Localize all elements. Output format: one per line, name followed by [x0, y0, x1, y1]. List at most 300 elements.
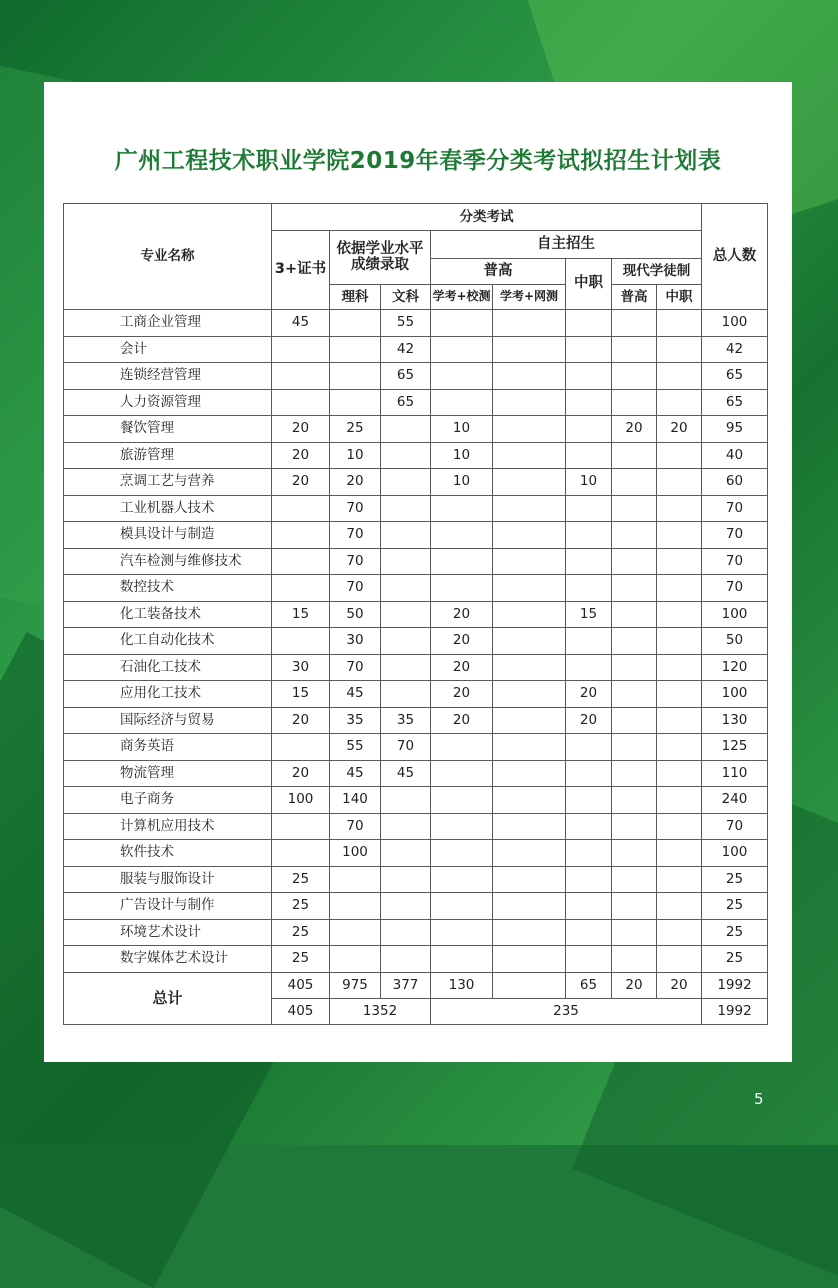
quota-cell: 20: [431, 707, 493, 734]
quota-cell: 25: [272, 919, 330, 946]
quota-cell: [431, 389, 493, 416]
quota-cell: [381, 522, 431, 549]
document-panel: [44, 82, 792, 1062]
quota-cell: 50: [330, 601, 381, 628]
table-row: [64, 601, 768, 628]
table-row: [64, 628, 768, 655]
row-total-cell: 60: [702, 469, 768, 496]
header-xk-xc: 学考+校测: [431, 285, 493, 310]
row-total-cell: 100: [702, 310, 768, 337]
quota-cell: [612, 681, 657, 708]
table-row: [64, 469, 768, 496]
header-category-exam: 分类考试: [272, 204, 702, 231]
quota-cell: [381, 813, 431, 840]
major-name-cell: 服装与服饰设计: [64, 866, 272, 893]
table-row: [64, 363, 768, 390]
row-total-cell: 120: [702, 654, 768, 681]
quota-cell: [431, 336, 493, 363]
quota-cell: [612, 946, 657, 973]
quota-cell: [657, 707, 702, 734]
quota-cell: [657, 893, 702, 920]
major-name-cell: 商务英语: [64, 734, 272, 761]
quota-cell: [612, 866, 657, 893]
table-row: [64, 893, 768, 920]
quota-cell: [493, 469, 566, 496]
quota-cell: [493, 919, 566, 946]
quota-cell: 35: [330, 707, 381, 734]
table-row: [64, 442, 768, 469]
header-zhongzhi: 中职: [566, 259, 612, 310]
major-name-cell: 旅游管理: [64, 442, 272, 469]
quota-cell: 100: [330, 840, 381, 867]
quota-cell: [566, 919, 612, 946]
quota-cell: [657, 336, 702, 363]
header-xd-pg: 普高: [612, 285, 657, 310]
quota-cell: [612, 336, 657, 363]
quota-cell: [493, 893, 566, 920]
quota-cell: 15: [272, 601, 330, 628]
quota-cell: [381, 681, 431, 708]
quota-cell: [381, 840, 431, 867]
table-row: [64, 813, 768, 840]
table-row: [64, 946, 768, 973]
quota-cell: [612, 654, 657, 681]
quota-cell: [431, 548, 493, 575]
table-row: [64, 548, 768, 575]
quota-cell: [431, 919, 493, 946]
table-row: [64, 495, 768, 522]
major-name-cell: 工业机器人技术: [64, 495, 272, 522]
quota-cell: [612, 522, 657, 549]
header-zizhu: 自主招生: [431, 231, 702, 259]
quota-cell: [493, 575, 566, 602]
quota-cell: [566, 336, 612, 363]
quota-cell: [612, 310, 657, 337]
table-row: [64, 787, 768, 814]
total-cell: 20: [612, 972, 657, 998]
quota-cell: [657, 681, 702, 708]
quota-cell: [330, 336, 381, 363]
quota-cell: [330, 866, 381, 893]
quota-cell: [381, 469, 431, 496]
quota-cell: [381, 919, 431, 946]
quota-cell: [612, 469, 657, 496]
quota-cell: [493, 416, 566, 443]
table-row: [64, 707, 768, 734]
quota-cell: [493, 363, 566, 390]
header-like: 理科: [330, 285, 381, 310]
quota-cell: 25: [272, 946, 330, 973]
quota-cell: [493, 681, 566, 708]
quota-cell: 15: [272, 681, 330, 708]
quota-cell: [381, 548, 431, 575]
row-total-cell: 42: [702, 336, 768, 363]
quota-cell: [657, 628, 702, 655]
major-name-cell: 电子商务: [64, 787, 272, 814]
table-row: [64, 866, 768, 893]
table-row: [64, 416, 768, 443]
quota-cell: [381, 654, 431, 681]
quota-cell: [566, 575, 612, 602]
table-row: [64, 310, 768, 337]
quota-cell: [657, 946, 702, 973]
quota-cell: [566, 787, 612, 814]
quota-cell: [566, 389, 612, 416]
quota-cell: [657, 813, 702, 840]
quota-cell: [330, 893, 381, 920]
quota-cell: [493, 495, 566, 522]
header-wenke: 文科: [381, 285, 431, 310]
quota-cell: 55: [330, 734, 381, 761]
quota-cell: [493, 866, 566, 893]
quota-cell: 45: [381, 760, 431, 787]
total-cell: 975: [330, 972, 381, 998]
quota-cell: [566, 946, 612, 973]
table-row: [64, 760, 768, 787]
quota-cell: [272, 840, 330, 867]
quota-cell: [612, 495, 657, 522]
quota-cell: 25: [272, 893, 330, 920]
quota-cell: [431, 787, 493, 814]
total-cell: 20: [657, 972, 702, 998]
quota-cell: 20: [272, 707, 330, 734]
quota-cell: [493, 548, 566, 575]
row-total-cell: 65: [702, 363, 768, 390]
major-name-cell: 人力资源管理: [64, 389, 272, 416]
quota-cell: [493, 787, 566, 814]
quota-cell: [566, 416, 612, 443]
quota-cell: 70: [381, 734, 431, 761]
quota-cell: [330, 389, 381, 416]
quota-cell: 70: [330, 522, 381, 549]
row-total-cell: 40: [702, 442, 768, 469]
quota-cell: [657, 654, 702, 681]
quota-cell: [431, 495, 493, 522]
table-row: [64, 336, 768, 363]
quota-cell: [612, 734, 657, 761]
quota-cell: 20: [431, 628, 493, 655]
quota-cell: [431, 866, 493, 893]
quota-cell: [566, 760, 612, 787]
quota-cell: [566, 522, 612, 549]
quota-cell: [657, 840, 702, 867]
quota-cell: 70: [330, 654, 381, 681]
quota-cell: [657, 469, 702, 496]
quota-cell: [330, 919, 381, 946]
quota-cell: [657, 310, 702, 337]
quota-cell: [493, 707, 566, 734]
quota-cell: 20: [330, 469, 381, 496]
table-row: [64, 840, 768, 867]
table-row: [64, 389, 768, 416]
quota-cell: 45: [330, 681, 381, 708]
quota-cell: [272, 813, 330, 840]
quota-cell: 65: [381, 389, 431, 416]
quota-cell: [272, 575, 330, 602]
quota-cell: [272, 336, 330, 363]
table-row: [64, 919, 768, 946]
major-name-cell: 石油化工技术: [64, 654, 272, 681]
quota-cell: [657, 734, 702, 761]
quota-cell: 10: [431, 469, 493, 496]
quota-cell: [657, 575, 702, 602]
quota-cell: 25: [272, 866, 330, 893]
quota-cell: 10: [431, 416, 493, 443]
header-xueye: 依据学业水平成绩录取: [330, 231, 431, 285]
total-cell: 405: [272, 972, 330, 998]
quota-cell: [381, 866, 431, 893]
quota-cell: [272, 495, 330, 522]
row-total-cell: 70: [702, 495, 768, 522]
quota-cell: [272, 522, 330, 549]
quota-cell: 20: [657, 416, 702, 443]
major-name-cell: 化工装备技术: [64, 601, 272, 628]
quota-cell: [431, 813, 493, 840]
quota-cell: [612, 813, 657, 840]
quota-cell: [612, 628, 657, 655]
quota-cell: [612, 893, 657, 920]
quota-cell: [431, 522, 493, 549]
quota-cell: [566, 495, 612, 522]
quota-cell: [566, 866, 612, 893]
major-name-cell: 数控技术: [64, 575, 272, 602]
quota-cell: [493, 310, 566, 337]
major-name-cell: 物流管理: [64, 760, 272, 787]
table-row: [64, 522, 768, 549]
quota-cell: [566, 654, 612, 681]
quota-cell: [657, 522, 702, 549]
major-name-cell: 工商企业管理: [64, 310, 272, 337]
row-total-cell: 25: [702, 919, 768, 946]
header-major-name: 专业名称: [64, 204, 272, 310]
quota-cell: [612, 840, 657, 867]
quota-cell: 30: [272, 654, 330, 681]
quota-cell: [612, 707, 657, 734]
quota-cell: 20: [431, 654, 493, 681]
quota-cell: [657, 548, 702, 575]
quota-cell: [330, 310, 381, 337]
quota-cell: [381, 575, 431, 602]
row-total-cell: 70: [702, 575, 768, 602]
quota-cell: [612, 363, 657, 390]
quota-cell: [381, 787, 431, 814]
quota-cell: [431, 363, 493, 390]
quota-cell: 45: [330, 760, 381, 787]
quota-cell: [566, 893, 612, 920]
quota-cell: [381, 946, 431, 973]
quota-cell: [566, 442, 612, 469]
quota-cell: [566, 813, 612, 840]
quota-cell: [493, 389, 566, 416]
quota-cell: 25: [330, 416, 381, 443]
quota-cell: 10: [330, 442, 381, 469]
quota-cell: 140: [330, 787, 381, 814]
quota-cell: 20: [566, 707, 612, 734]
quota-cell: [657, 787, 702, 814]
quota-cell: [431, 946, 493, 973]
quota-cell: [431, 760, 493, 787]
total-cell: [493, 972, 566, 998]
quota-cell: [381, 495, 431, 522]
table-row: [64, 734, 768, 761]
quota-cell: [431, 734, 493, 761]
row-total-cell: 240: [702, 787, 768, 814]
quota-cell: 20: [272, 760, 330, 787]
row-total-cell: 70: [702, 522, 768, 549]
quota-cell: [493, 628, 566, 655]
quota-cell: [657, 919, 702, 946]
quota-cell: [657, 866, 702, 893]
quota-cell: 70: [330, 495, 381, 522]
quota-cell: [381, 601, 431, 628]
header-total-people: 总人数: [702, 204, 768, 310]
quota-cell: [612, 442, 657, 469]
table-row: [64, 681, 768, 708]
page-number: 5: [754, 1090, 764, 1108]
quota-cell: [493, 442, 566, 469]
quota-cell: 42: [381, 336, 431, 363]
quota-cell: [657, 601, 702, 628]
quota-cell: [493, 946, 566, 973]
row-total-cell: 125: [702, 734, 768, 761]
major-name-cell: 连锁经营管理: [64, 363, 272, 390]
total-label: 总计: [64, 972, 272, 1024]
quota-cell: [612, 919, 657, 946]
quota-cell: 70: [330, 575, 381, 602]
quota-cell: [612, 601, 657, 628]
quota-cell: [431, 893, 493, 920]
total-cell: 1992: [702, 972, 768, 998]
quota-cell: 20: [431, 601, 493, 628]
total-cell: 65: [566, 972, 612, 998]
quota-cell: 35: [381, 707, 431, 734]
quota-cell: [330, 946, 381, 973]
quota-cell: 45: [272, 310, 330, 337]
quota-cell: 20: [272, 416, 330, 443]
subtotal-xueye: 1352: [330, 998, 431, 1024]
major-name-cell: 餐饮管理: [64, 416, 272, 443]
quota-cell: [493, 522, 566, 549]
quota-cell: 15: [566, 601, 612, 628]
quota-cell: 70: [330, 813, 381, 840]
quota-cell: [493, 654, 566, 681]
row-total-cell: 50: [702, 628, 768, 655]
quota-cell: 65: [381, 363, 431, 390]
quota-cell: [612, 787, 657, 814]
quota-cell: [272, 548, 330, 575]
row-total-cell: 110: [702, 760, 768, 787]
quota-cell: 10: [566, 469, 612, 496]
major-name-cell: 软件技术: [64, 840, 272, 867]
header-putong: 普高: [431, 259, 566, 285]
subtotal-total: 1992: [702, 998, 768, 1024]
total-cell: 377: [381, 972, 431, 998]
quota-cell: [566, 628, 612, 655]
quota-cell: [566, 310, 612, 337]
enrollment-plan-table: [63, 203, 768, 1025]
row-total-cell: 95: [702, 416, 768, 443]
total-cell: 130: [431, 972, 493, 998]
quota-cell: 55: [381, 310, 431, 337]
major-name-cell: 计算机应用技术: [64, 813, 272, 840]
quota-cell: [381, 893, 431, 920]
subtotal-zizhu: 235: [431, 998, 702, 1024]
quota-cell: [657, 760, 702, 787]
quota-cell: [566, 548, 612, 575]
row-total-cell: 25: [702, 866, 768, 893]
quota-cell: [493, 813, 566, 840]
header-xiandai: 现代学徒制: [612, 259, 702, 285]
major-name-cell: 化工自动化技术: [64, 628, 272, 655]
header-xd-zz: 中职: [657, 285, 702, 310]
major-name-cell: 国际经济与贸易: [64, 707, 272, 734]
quota-cell: 20: [431, 681, 493, 708]
quota-cell: [272, 389, 330, 416]
row-total-cell: 100: [702, 681, 768, 708]
subtotal-cert: 405: [272, 998, 330, 1024]
major-name-cell: 广告设计与制作: [64, 893, 272, 920]
quota-cell: [657, 495, 702, 522]
major-name-cell: 环境艺术设计: [64, 919, 272, 946]
row-total-cell: 25: [702, 946, 768, 973]
quota-cell: 20: [566, 681, 612, 708]
quota-cell: 100: [272, 787, 330, 814]
quota-cell: [272, 628, 330, 655]
row-total-cell: 130: [702, 707, 768, 734]
quota-cell: [612, 760, 657, 787]
quota-cell: [431, 310, 493, 337]
quota-cell: 20: [272, 469, 330, 496]
quota-cell: [493, 840, 566, 867]
row-total-cell: 70: [702, 813, 768, 840]
row-total-cell: 65: [702, 389, 768, 416]
page-title: 广州工程技术职业学院2019年春季分类考试拟招生计划表: [114, 148, 722, 174]
quota-cell: [381, 628, 431, 655]
quota-cell: [493, 734, 566, 761]
quota-cell: 30: [330, 628, 381, 655]
quota-cell: [381, 416, 431, 443]
quota-cell: [566, 840, 612, 867]
row-total-cell: 25: [702, 893, 768, 920]
quota-cell: [493, 760, 566, 787]
major-name-cell: 应用化工技术: [64, 681, 272, 708]
quota-cell: [657, 442, 702, 469]
quota-cell: 20: [272, 442, 330, 469]
quota-cell: [381, 442, 431, 469]
quota-cell: [272, 363, 330, 390]
row-total-cell: 70: [702, 548, 768, 575]
major-name-cell: 汽车检测与维修技术: [64, 548, 272, 575]
quota-cell: [657, 363, 702, 390]
major-name-cell: 烹调工艺与营养: [64, 469, 272, 496]
quota-cell: 20: [612, 416, 657, 443]
quota-cell: 70: [330, 548, 381, 575]
quota-cell: [566, 363, 612, 390]
quota-cell: [657, 389, 702, 416]
quota-cell: [431, 840, 493, 867]
header-cert: 3+证书: [272, 231, 330, 310]
quota-cell: [493, 336, 566, 363]
header-xk-wc: 学考+网测: [493, 285, 566, 310]
row-total-cell: 100: [702, 840, 768, 867]
quota-cell: [272, 734, 330, 761]
row-total-cell: 100: [702, 601, 768, 628]
major-name-cell: 模具设计与制造: [64, 522, 272, 549]
quota-cell: [612, 389, 657, 416]
quota-cell: [493, 601, 566, 628]
table-row: [64, 654, 768, 681]
table-row: [64, 575, 768, 602]
